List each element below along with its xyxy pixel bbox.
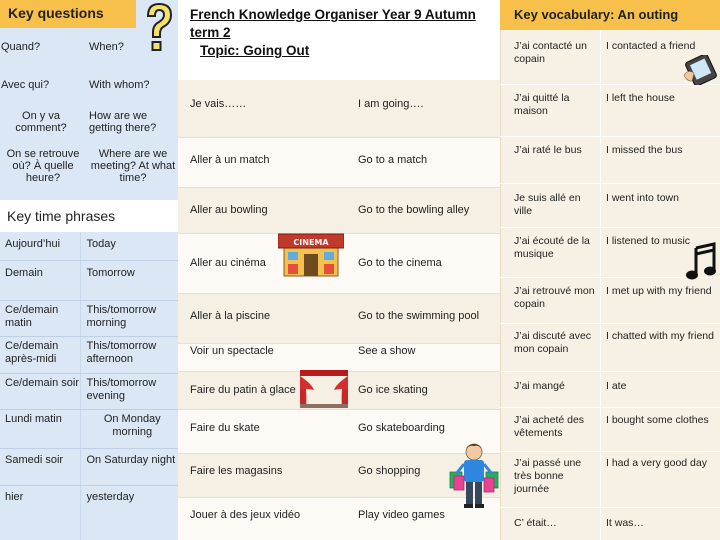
time-phrase-en: Tomorrow — [80, 260, 178, 300]
phrase-fr: Aller au cinéma — [190, 257, 266, 269]
time-phrase-fr: Aujourd’hui — [0, 232, 80, 260]
phrase-en: Go to the bowling alley — [358, 204, 470, 216]
key-time-phrases-title: Key time phrases — [7, 208, 116, 224]
time-phrase-en: This/tomorrow morning — [80, 300, 178, 336]
time-phrase-fr: Ce/demain après-midi — [0, 336, 80, 373]
time-phrase-en: On Monday morning — [80, 409, 178, 448]
list-item — [178, 294, 500, 344]
question-fr: Avec qui? — [1, 79, 50, 91]
phrase-en: See a show — [358, 345, 416, 357]
vocab-en: I contacted a friend — [606, 40, 696, 52]
cinema-sign-text: CINEMA — [293, 238, 329, 247]
time-phrase-fr: Lundi matin — [0, 409, 80, 448]
cinema-icon — [278, 232, 344, 278]
list-item — [178, 138, 500, 188]
phrase-fr: Aller à la piscine — [190, 310, 271, 322]
vocab-en: I left the house — [606, 92, 675, 104]
question-en: When? — [89, 41, 124, 53]
vocab-row — [500, 408, 720, 452]
vocab-fr: J’ai passé une très bonne journée — [514, 457, 582, 495]
phrase-fr: Faire les magasins — [190, 465, 283, 477]
vocab-row — [500, 184, 720, 228]
vocab-row — [500, 85, 720, 137]
key-time-phrases-header — [0, 200, 178, 232]
key-questions-header — [0, 0, 136, 28]
music-note-icon — [686, 242, 718, 282]
vocab-fr: J’ai discuté avec mon copain — [514, 330, 592, 355]
list-item — [178, 80, 500, 138]
shopper-icon — [446, 442, 502, 512]
phone-icon — [682, 55, 718, 85]
vocab-fr: Je suis allé en ville — [514, 192, 581, 217]
vocab-row — [500, 452, 720, 508]
table-row — [0, 409, 178, 448]
vocab-row — [500, 137, 720, 184]
phrase-en: Go ice skating — [358, 384, 428, 396]
phrase-fr: Je vais…… — [190, 98, 247, 110]
phrase-en: Go to the swimming pool — [358, 310, 480, 322]
question-fr: On se retrouve où? À quelle heure? — [6, 148, 80, 184]
vocab-en: I had a very good day — [606, 457, 707, 469]
question-mark-icon — [142, 2, 176, 54]
vocab-row — [500, 372, 720, 408]
question-en: How are we getting there? — [89, 110, 157, 134]
vocab-en: I met up with my friend — [606, 285, 712, 297]
vocab-en: It was… — [606, 517, 644, 529]
theatre-curtain-icon — [300, 370, 348, 408]
question-fr: On y va comment? — [15, 110, 67, 134]
table-row — [0, 260, 178, 300]
vocab-en: I chatted with my friend — [606, 330, 714, 342]
vocab-fr: J’ai écouté de la musique — [514, 235, 590, 260]
time-phrases-table — [0, 232, 178, 540]
question-en: With whom? — [89, 79, 150, 91]
topic-title: Topic: Going Out — [200, 43, 310, 58]
time-phrase-fr: Ce/demain matin — [0, 300, 80, 336]
phrase-en: Go shopping — [358, 465, 421, 477]
vocab-en: I missed the bus — [606, 144, 683, 156]
vocab-fr: J’ai quitté la maison — [514, 92, 570, 117]
key-questions-panel — [0, 0, 178, 540]
phrase-fr: Aller au bowling — [190, 204, 268, 216]
vocab-fr: C’ était… — [514, 517, 557, 529]
page-title-line: French Knowledge Organiser Year 9 Autumn term 2 — [190, 7, 476, 40]
time-phrase-en: This/tomorrow afternoon — [80, 336, 178, 373]
vocab-fr: J’ai retrouvé mon copain — [514, 285, 595, 310]
table-row — [0, 373, 178, 409]
phrase-fr: Faire du patin à glace — [190, 384, 296, 396]
phrase-fr: Voir un spectacle — [190, 345, 274, 357]
vocab-row — [500, 508, 720, 540]
vocab-fr: J’ai acheté des vêtements — [514, 414, 585, 439]
phrase-fr: Faire du skate — [190, 422, 260, 434]
table-row — [0, 485, 178, 540]
phrase-fr: Aller à un match — [190, 154, 270, 166]
time-phrase-en: This/tomorrow evening — [80, 373, 178, 409]
time-phrase-fr: hier — [0, 485, 80, 540]
list-item — [178, 344, 500, 372]
time-phrase-en: Today — [80, 232, 178, 260]
vocab-row — [500, 324, 720, 372]
phrase-en: Go to the cinema — [358, 257, 442, 269]
vocab-en: I listened to music — [606, 235, 691, 247]
time-phrase-fr: Samedi soir — [0, 448, 80, 485]
vocabulary-header — [500, 0, 720, 30]
key-questions-title: Key questions — [8, 5, 104, 21]
table-row — [0, 448, 178, 485]
vocab-en: I bought some clothes — [606, 414, 709, 426]
time-phrase-en: On Saturday night — [80, 448, 178, 485]
phrase-en: Go to a match — [358, 154, 428, 166]
vocab-fr: J’ai mangé — [514, 380, 565, 392]
phrase-fr: Jouer à des jeux vidéo — [190, 509, 301, 521]
table-row — [0, 336, 178, 373]
phrase-en: Play video games — [358, 509, 445, 521]
table-row — [0, 300, 178, 336]
time-phrase-fr: Ce/demain soir — [0, 373, 80, 409]
phrase-en: Go skateboarding — [358, 422, 445, 434]
phrase-en: I am going…. — [358, 98, 424, 110]
page-title — [190, 6, 496, 60]
vocab-en: I ate — [606, 380, 627, 392]
time-phrase-fr: Demain — [0, 260, 80, 300]
vocab-en: I went into town — [606, 192, 679, 204]
vocabulary-title: Key vocabulary: An outing — [514, 7, 679, 22]
list-item — [178, 188, 500, 234]
vocab-row — [500, 278, 720, 324]
question-fr: Quand? — [1, 41, 41, 53]
vocab-fr: J’ai contacté un copain — [514, 40, 587, 65]
question-en: Where are we meeting? At what time? — [90, 148, 176, 184]
vocab-fr: J’ai raté le bus — [514, 144, 582, 156]
time-phrase-en: yesterday — [80, 485, 178, 540]
table-row — [0, 232, 178, 260]
